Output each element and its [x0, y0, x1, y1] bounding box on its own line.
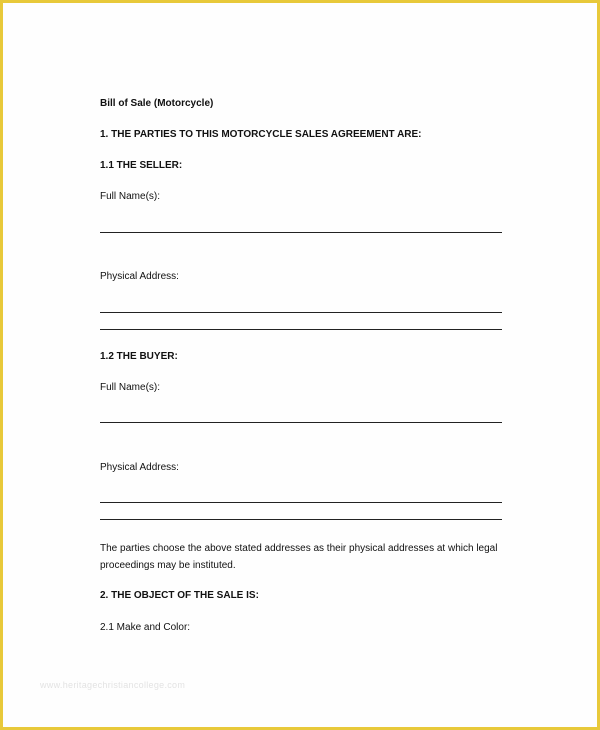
watermark: www.heritagechristiancollege.com	[40, 680, 186, 690]
seller-full-name-label: Full Name(s):	[100, 191, 161, 202]
addresses-note: The parties choose the above stated addresses as their physical addresses at which legal proceedings may be instituted.	[100, 543, 498, 571]
buyer-address-line-1[interactable]	[100, 502, 502, 503]
section-2-heading: 2. THE OBJECT OF THE SALE IS:	[100, 590, 259, 601]
buyer-address-label: Physical Address:	[100, 462, 179, 473]
buyer-heading: 1.2 THE BUYER:	[100, 351, 178, 362]
seller-address-label: Physical Address:	[100, 271, 179, 282]
seller-full-name-line[interactable]	[100, 232, 502, 233]
buyer-address-line-2[interactable]	[100, 519, 502, 520]
buyer-full-name-label: Full Name(s):	[100, 382, 161, 393]
document-title: Bill of Sale (Motorcycle)	[100, 98, 214, 109]
buyer-full-name-line[interactable]	[100, 422, 502, 423]
seller-heading: 1.1 THE SELLER:	[100, 160, 183, 171]
seller-address-line-1[interactable]	[100, 312, 502, 313]
section-1-heading: 1. THE PARTIES TO THIS MOTORCYCLE SALES AGREEMENT ARE:	[100, 129, 422, 140]
make-color-label: 2.1 Make and Color:	[100, 622, 191, 633]
seller-address-line-2[interactable]	[100, 329, 502, 330]
